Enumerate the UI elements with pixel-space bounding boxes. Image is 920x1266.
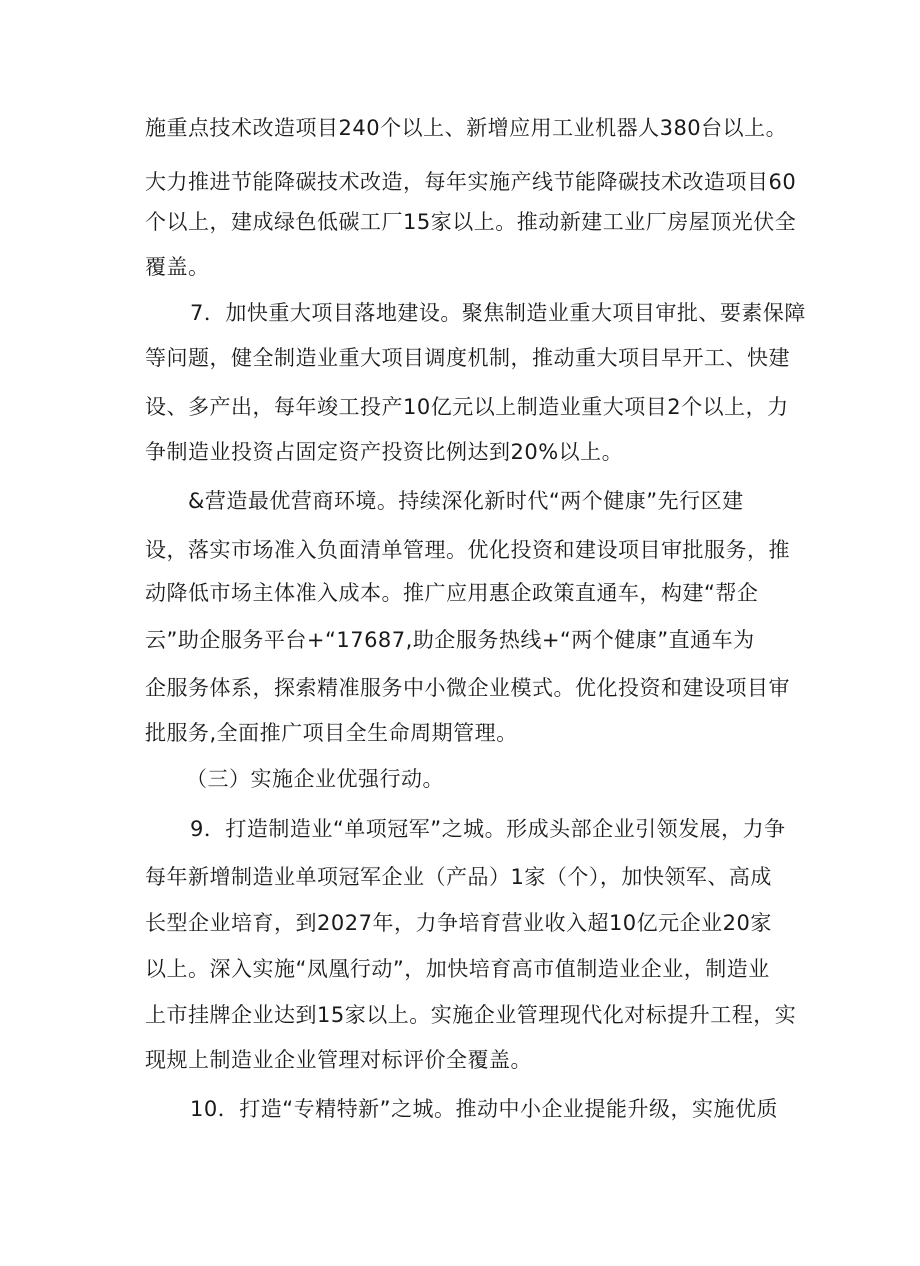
paragraph-line: 每年新增制造业单项冠军企业（产品）1家（个），加快领军、高成 <box>145 865 772 889</box>
paragraph-line: 争制造业投资占固定资产投资比例达到20%以上。 <box>145 440 624 464</box>
section-heading-8: &营造最优营商环境。持续深化新时代“两个健康”先行区建 <box>188 489 744 513</box>
paragraph-line: 上市挂牌企业达到15家以上。实施企业管理现代化对标提升工程，实 <box>145 1003 797 1027</box>
section-heading-9: 9．打造制造业“单项冠军”之城。形成头部企业引领发展，力争 <box>190 817 786 841</box>
paragraph-line: 现规上制造业企业管理对标评价全覆盖。 <box>145 1048 532 1072</box>
paragraph-line: 批服务,全面推广项目全生命周期管理。 <box>145 721 518 745</box>
paragraph-line: 设，落实市场准入负面清单管理。优化投资和建设项目审批服务，推 <box>145 538 790 562</box>
section-heading-10: 10．打造“专精特新”之城。推动中小企业提能升级，实施优质 <box>190 1097 778 1121</box>
paragraph-line: 施重点技术改造项目240个以上、新增应用工业机器人380台以上。 <box>145 116 788 140</box>
paragraph-line: 设、多产出，每年竣工投产10亿元以上制造业重大项目2个以上，力 <box>145 395 789 419</box>
paragraph-line: 长型企业培育，到2027年，力争培育营业收入超10亿元企业20家 <box>145 911 772 935</box>
paragraph-line: 个以上，建成绿色低碳工厂15家以上。推动新建工业厂房屋顶光伏全 <box>145 210 797 234</box>
paragraph-line: 等问题，健全制造业重大项目调度机制，推动重大项目早开工、快建 <box>145 346 790 370</box>
paragraph-line: 企服务体系，探索精准服务中小微企业模式。优化投资和建设项目审 <box>145 676 790 700</box>
paragraph-line: 以上。深入实施“凤凰行动”，加快培育高市值制造业企业，制造业 <box>145 957 770 981</box>
paragraph-line: 云”助企服务平台+“17687,助企服务热线+“两个健康”直通车为 <box>145 628 755 652</box>
paragraph-line: 覆盖。 <box>145 255 210 279</box>
section-heading-7: 7．加快重大项目落地建设。聚焦制造业重大项目审批、要素保障 <box>190 301 806 325</box>
subsection-heading: （三）实施企业优强行动。 <box>186 767 444 791</box>
paragraph-line: 大力推进节能降碳技术改造，每年实施产线节能降碳技术改造项目60 <box>145 170 797 194</box>
paragraph-line: 动降低市场主体准入成本。推广应用惠企政策直通车，构建“帮企 <box>145 581 759 605</box>
